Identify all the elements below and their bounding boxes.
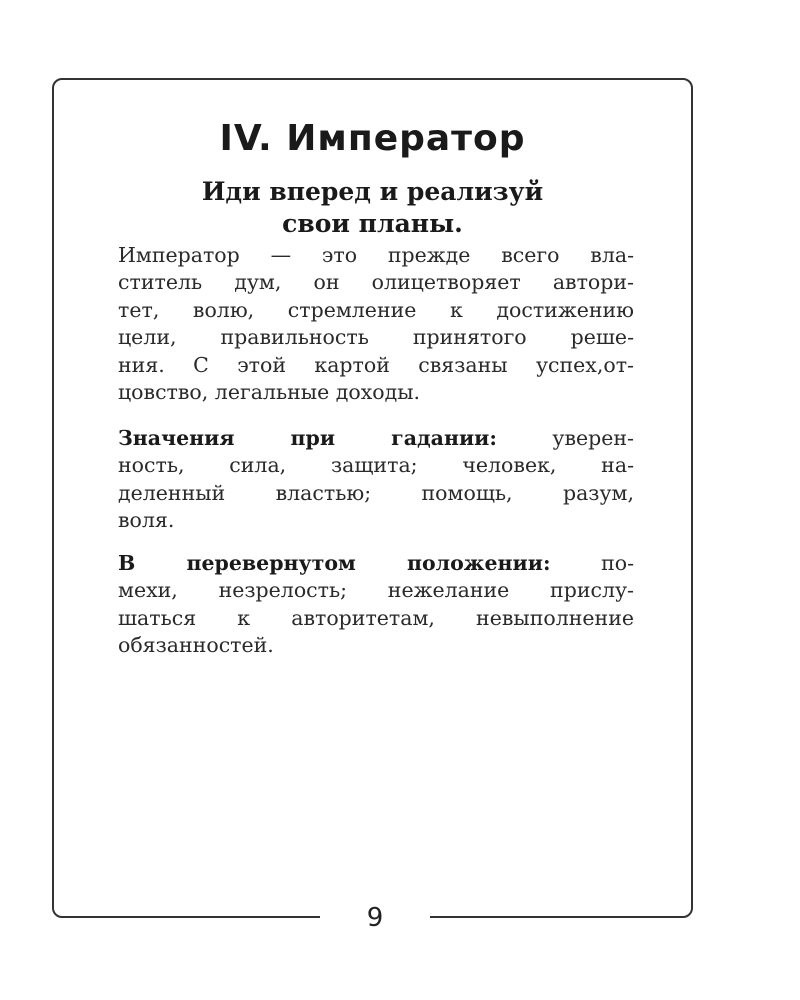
- text-line: ность, сила, защита; человек, на-: [118, 453, 634, 478]
- text-line: обязанностей.: [118, 633, 274, 658]
- text-line: ститель дум, он олицетворяет автори-: [118, 270, 634, 295]
- reversed-lead: В перевернутом положении:: [118, 551, 551, 575]
- page-title: IV. Император: [219, 118, 526, 159]
- text-line: цовство, легальные доходы.: [118, 380, 421, 405]
- text-line: цели, правильность принятого реше-: [118, 325, 634, 350]
- page-subtitle: [120, 176, 625, 240]
- text-line: шаться к авторитетам, невыполнение: [118, 605, 634, 630]
- reversed-paragraph: [118, 550, 634, 660]
- text-line: деленный властью; помощь, разум,: [118, 480, 634, 505]
- text-line: Император — это прежде всего вла-: [118, 243, 634, 267]
- text-line: мехи, незрелость; нежелание прислу-: [118, 578, 634, 603]
- text-line: ния. С этой картой связаны успех,от-: [118, 352, 634, 377]
- meanings-first-line-rest: уверен-: [496, 426, 634, 450]
- meanings-paragraph: [118, 425, 634, 535]
- description-paragraph: [118, 242, 634, 406]
- reversed-first-line-rest: по-: [550, 551, 634, 575]
- text-line: воля.: [118, 508, 175, 533]
- page-number: 9: [320, 896, 430, 940]
- subtitle-line: Иди вперед и реализуй: [201, 177, 544, 206]
- text-line: тет, волю, стремление к достижению: [118, 297, 634, 322]
- meanings-lead: Значения при гадании:: [118, 426, 497, 450]
- text-line: [118, 425, 634, 452]
- subtitle-line: свои планы.: [282, 209, 463, 238]
- text-line: [118, 550, 634, 577]
